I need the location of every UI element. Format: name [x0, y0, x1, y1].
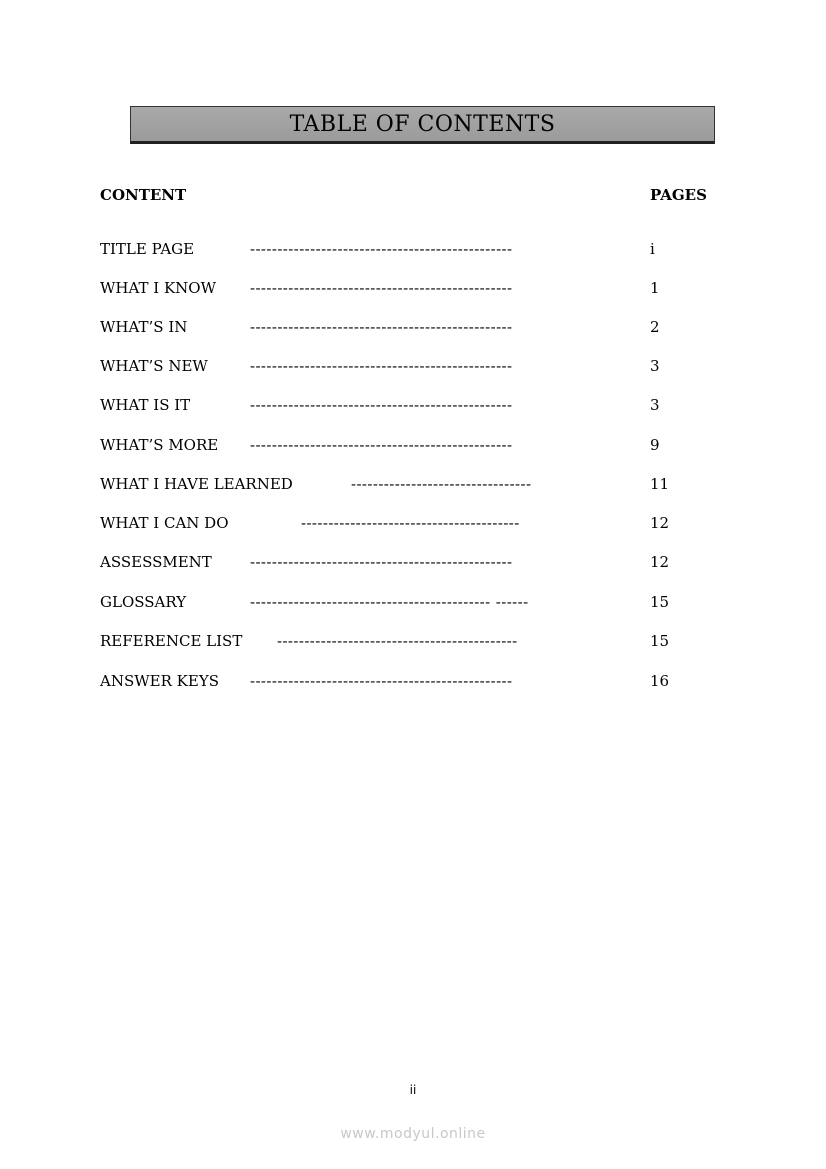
toc-entry [0, 475, 826, 495]
toc-entry [0, 436, 826, 456]
toc-entry-page: 2 [650, 318, 660, 336]
watermark: www.modyul.online [340, 1126, 486, 1142]
toc-entry-label: WHAT’S MORE [100, 436, 219, 454]
page-number: ii [409, 1083, 417, 1097]
toc-leader: ------------------------------------------------ [250, 672, 513, 690]
toc-entry-label: TITLE PAGE [100, 240, 195, 258]
toc-entry [0, 593, 826, 613]
toc-entry [0, 240, 826, 260]
toc-leader: ------------------------------------------------ [250, 240, 513, 258]
toc-entry-page: 15 [650, 593, 670, 611]
toc-entry [0, 672, 826, 692]
toc-entry-page: 1 [650, 279, 660, 297]
toc-entry-label: GLOSSARY [100, 593, 187, 611]
content-column-header: CONTENT [100, 186, 187, 204]
toc-leader: ---------------------------------------- [301, 514, 520, 532]
toc-entry-label: WHAT IS IT [100, 396, 191, 414]
toc-entry [0, 514, 826, 534]
toc-entry-page: 12 [650, 514, 670, 532]
pages-column-header: PAGES [650, 186, 707, 204]
toc-entry [0, 357, 826, 377]
toc-leader: ------------------------------------------------ [250, 318, 513, 336]
toc-leader: ------------------------------------------------ [250, 357, 513, 375]
toc-leader: ------------------------------------------------ [250, 279, 513, 297]
toc-entry-page: 12 [650, 553, 670, 571]
toc-entry-label: WHAT’S IN [100, 318, 188, 336]
toc-entry-page: 3 [650, 357, 660, 375]
toc-entry-label: ANSWER KEYS [100, 672, 219, 690]
toc-leader: ------------------------------------------------ [250, 396, 513, 414]
toc-title-banner [130, 106, 715, 144]
toc-entry-page: 16 [650, 672, 670, 690]
toc-entry [0, 279, 826, 299]
toc-leader: --------------------------------- [351, 475, 532, 493]
toc-leader: -------------------------------------------- ------ [250, 593, 529, 611]
toc-leader: ------------------------------------------------ [250, 553, 513, 571]
toc-entry-page: 9 [650, 436, 660, 454]
toc-entry-page: 15 [650, 632, 670, 650]
toc-entry [0, 553, 826, 573]
toc-entry-label: REFERENCE LIST [100, 632, 243, 650]
toc-entry-label: WHAT’S NEW [100, 357, 208, 375]
toc-entry-page: 3 [650, 396, 660, 414]
toc-entry [0, 396, 826, 416]
toc-entry-page: i [650, 240, 655, 258]
toc-entry-label: WHAT I HAVE LEARNED [100, 475, 293, 493]
toc-leader: ------------------------------------------------ [250, 436, 513, 454]
toc-title: TABLE OF CONTENTS [289, 111, 556, 137]
toc-entry [0, 632, 826, 652]
toc-entry-label: WHAT I KNOW [100, 279, 217, 297]
toc-leader: -------------------------------------------- [277, 632, 518, 650]
toc-entry-label: ASSESSMENT [100, 553, 212, 571]
toc-entry-page: 11 [650, 475, 670, 493]
toc-entry [0, 318, 826, 338]
toc-entry-label: WHAT I CAN DO [100, 514, 229, 532]
